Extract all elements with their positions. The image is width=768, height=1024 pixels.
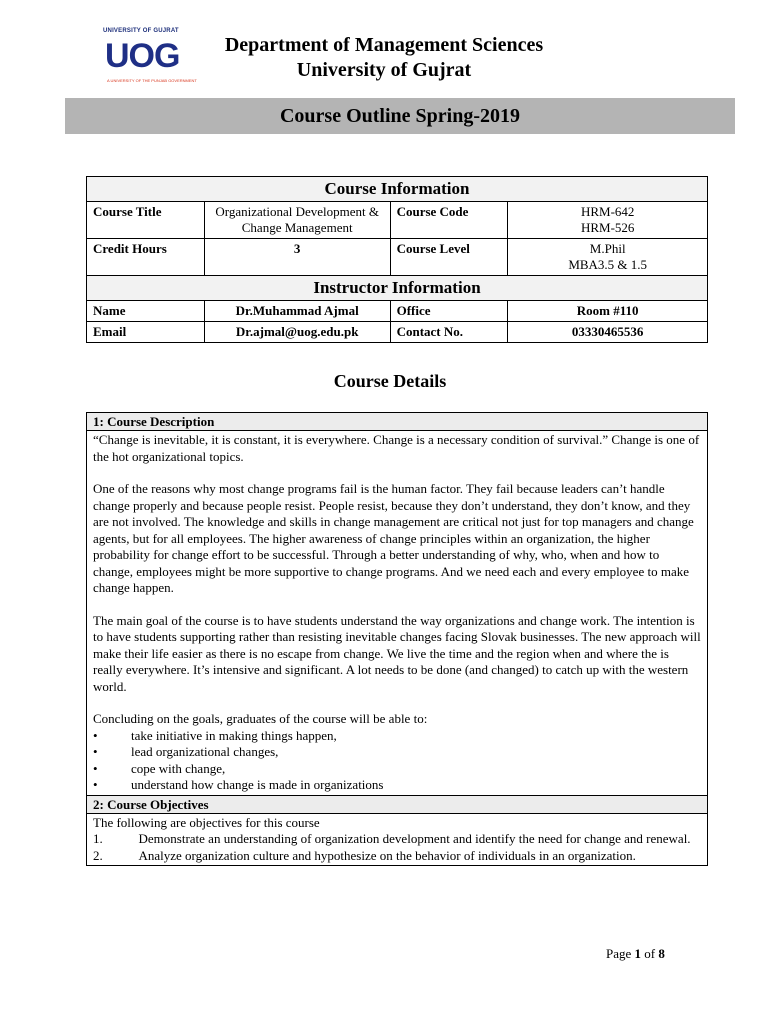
email-value: Dr.ajmal@uog.edu.pk	[204, 322, 390, 343]
objective-text: Analyze organization culture and hypothesize on the behavior of individuals in an organization.	[138, 847, 636, 863]
description-paragraph-2: One of the reasons why most change programs fail is the human factor. They fail because leaders can’t handle change properly and because people resist. People resist, because they don’t understand, they don’t know, and they are not involved. The knowledge and skills in change management are critical not just for top managers and change agents, but for all employees. The higher awareness of change principles within an organization, the higher probability for change effort to be successful. Through a better understanding of why, who, when and how to change, employees might be more supportive to change programs. And we need each and every employee to make change happen.	[93, 481, 694, 595]
contact-label: Contact No.	[390, 322, 508, 343]
objective-number: 1.	[93, 831, 103, 846]
page-total: 8	[658, 946, 665, 961]
name-label: Name	[87, 301, 205, 322]
objectives-body	[87, 813, 708, 866]
description-paragraph-3: The main goal of the course is to have students understand the way organizations and change work. The intention is to have students supporting rather than resisting inevitable changes facing Slovak businesses. The new approach will make their life easier as there is no escape from change. We live the time and the region when and where the is really everywhere. It’s intensive and significant. A lot needs to be done (and changed) to catch up with the western world.	[93, 612, 701, 694]
office-label: Office	[390, 301, 508, 322]
course-level-2: MBA3.5 & 1.5	[568, 257, 648, 272]
table-row	[87, 202, 708, 239]
description-header: 1: Course Description	[87, 413, 708, 431]
bullet-text: cope with change,	[131, 760, 226, 776]
page-number	[606, 946, 665, 962]
bullet-icon: •	[93, 760, 98, 776]
department-title: Department of Management Sciences	[224, 34, 544, 56]
instructor-info-section-row	[87, 276, 708, 301]
bullet-text: lead organizational changes,	[131, 744, 279, 759]
list-item	[93, 777, 701, 794]
course-info-section-row	[87, 177, 708, 202]
bullet-icon: •	[93, 727, 98, 743]
objectives-intro: The following are objectives for this course	[93, 814, 320, 830]
table-row	[87, 322, 708, 343]
course-level-label: Course Level	[390, 239, 508, 276]
course-info-heading: Course Information	[87, 177, 708, 202]
credit-hours-value: 3	[204, 239, 390, 276]
course-details-table	[86, 412, 708, 866]
email-label: Email	[87, 322, 205, 343]
course-details-title: Course Details	[333, 371, 447, 391]
description-body-row	[87, 431, 708, 796]
list-item	[93, 728, 701, 745]
course-level-1: M.Phil	[589, 241, 626, 256]
page-word: Page	[606, 946, 632, 961]
office-value: Room #110	[508, 301, 708, 322]
university-title: University of Gujrat	[296, 59, 472, 81]
description-body	[87, 431, 708, 796]
course-outline-banner: Course Outline Spring-2019	[65, 98, 735, 134]
description-paragraph-4: Concluding on the goals, graduates of the course will be able to:	[93, 711, 428, 726]
course-info-table	[86, 176, 708, 343]
course-title-value: Organizational Development & Change Management	[204, 202, 390, 239]
logo-tagline: A UNIVERSITY OF THE PUNJAB GOVERNMENT	[107, 78, 197, 83]
objectives-body-row	[87, 813, 708, 866]
list-item	[93, 761, 701, 778]
page-current: 1	[634, 946, 642, 961]
instructor-info-heading: Instructor Information	[87, 276, 708, 301]
course-code-label: Course Code	[390, 202, 508, 239]
description-header-row	[87, 413, 708, 431]
of-word: of	[644, 946, 656, 961]
logo-mark-text: UOG	[105, 37, 180, 75]
course-code-value	[508, 202, 708, 239]
name-value: Dr.Muhammad Ajmal	[204, 301, 390, 322]
bullet-text: take initiative in making things happen,	[131, 727, 337, 743]
bullet-icon: •	[93, 744, 98, 759]
objective-text: Demonstrate an understanding of organization development and identify the need for change and renewal.	[138, 831, 691, 846]
logo-ring-text: UNIVERSITY OF GUJRAT	[103, 28, 179, 34]
list-item	[93, 831, 701, 848]
contact-value: 03330465536	[508, 322, 708, 343]
objective-number: 2.	[93, 847, 103, 863]
credit-hours-label: Credit Hours	[87, 239, 205, 276]
table-row	[87, 301, 708, 322]
list-item	[93, 744, 701, 761]
table-row	[87, 239, 708, 276]
course-title-label: Course Title	[87, 202, 205, 239]
bullet-text: understand how change is made in organizations	[131, 777, 384, 792]
objectives-header: 2: Course Objectives	[87, 795, 708, 813]
bullet-icon: •	[93, 777, 98, 792]
course-code-2: HRM-526	[580, 220, 635, 235]
course-level-value	[508, 239, 708, 276]
objectives-header-row	[87, 795, 708, 813]
list-item	[93, 848, 701, 865]
description-paragraph-1: “Change is inevitable, it is constant, it is everywhere. Change is a necessary condition of survival.” Change is one of the hot organizational topics.	[93, 432, 700, 464]
course-code-1: HRM-642	[580, 204, 635, 219]
